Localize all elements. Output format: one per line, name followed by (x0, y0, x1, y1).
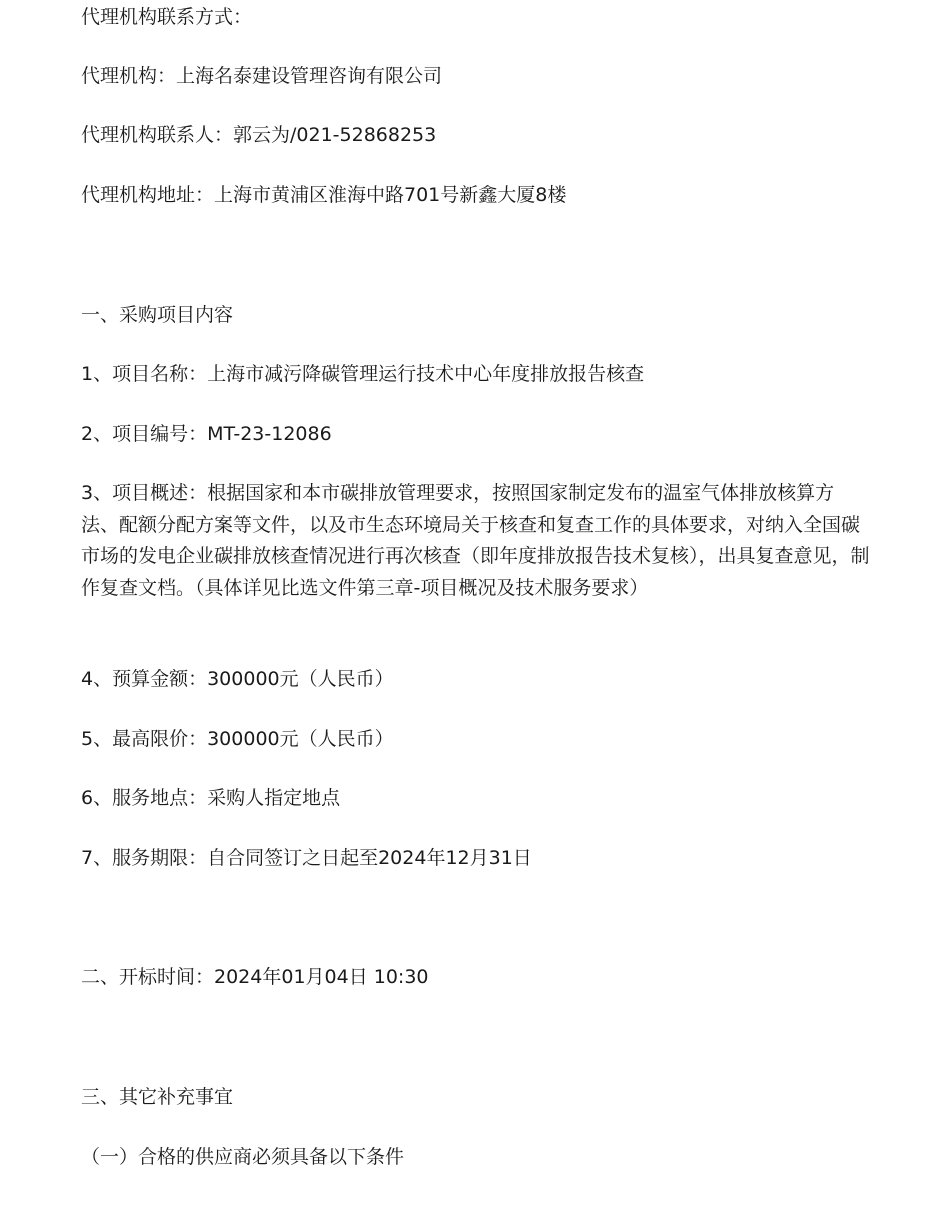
agency-contact-heading: 代理机构联系方式： (81, 6, 253, 28)
agency-name: 代理机构：上海名泰建设管理咨询有限公司 (81, 65, 443, 87)
qualified-supplier-conditions: （一）合格的供应商必须具备以下条件 (81, 1146, 405, 1168)
agency-address: 代理机构地址：上海市黄浦区淮海中路701号新鑫大厦8楼 (81, 184, 567, 206)
project-overview: 3、项目概述：根据国家和本市碳排放管理要求，按照国家制定发布的温室气体排放核算方法、配额分配方案等文件，以及市生态环境局关于核查和复查工作的具体要求，对纳入全国碳市场的发电企业碳排放核查情况进行再次核查（即年度排放报告技术复核），出具复查意见，制作复查文档。（具体详见比选文件第三章-项目概况及技术服务要求） (81, 482, 870, 599)
project-number: 2、项目编号：MT-23-12086 (81, 423, 332, 445)
service-period: 7、服务期限：自合同签订之日起至2024年12月31日 (81, 847, 532, 869)
bid-opening-time: 二、开标时间：2024年01月04日 10:30 (81, 966, 429, 988)
budget-amount: 4、预算金额：300000元（人民币） (81, 668, 394, 690)
max-price: 5、最高限价：300000元（人民币） (81, 728, 394, 750)
agency-contact-person: 代理机构联系人：郭云为/021-52868253 (81, 124, 437, 146)
project-name: 1、项目名称：上海市减污降碳管理运行技术中心年度排放报告核查 (81, 363, 645, 385)
section-other-matters-heading: 三、其它补充事宜 (81, 1086, 234, 1108)
section-procurement-content-heading: 一、采购项目内容 (81, 304, 234, 326)
service-location: 6、服务地点：采购人指定地点 (81, 787, 341, 809)
